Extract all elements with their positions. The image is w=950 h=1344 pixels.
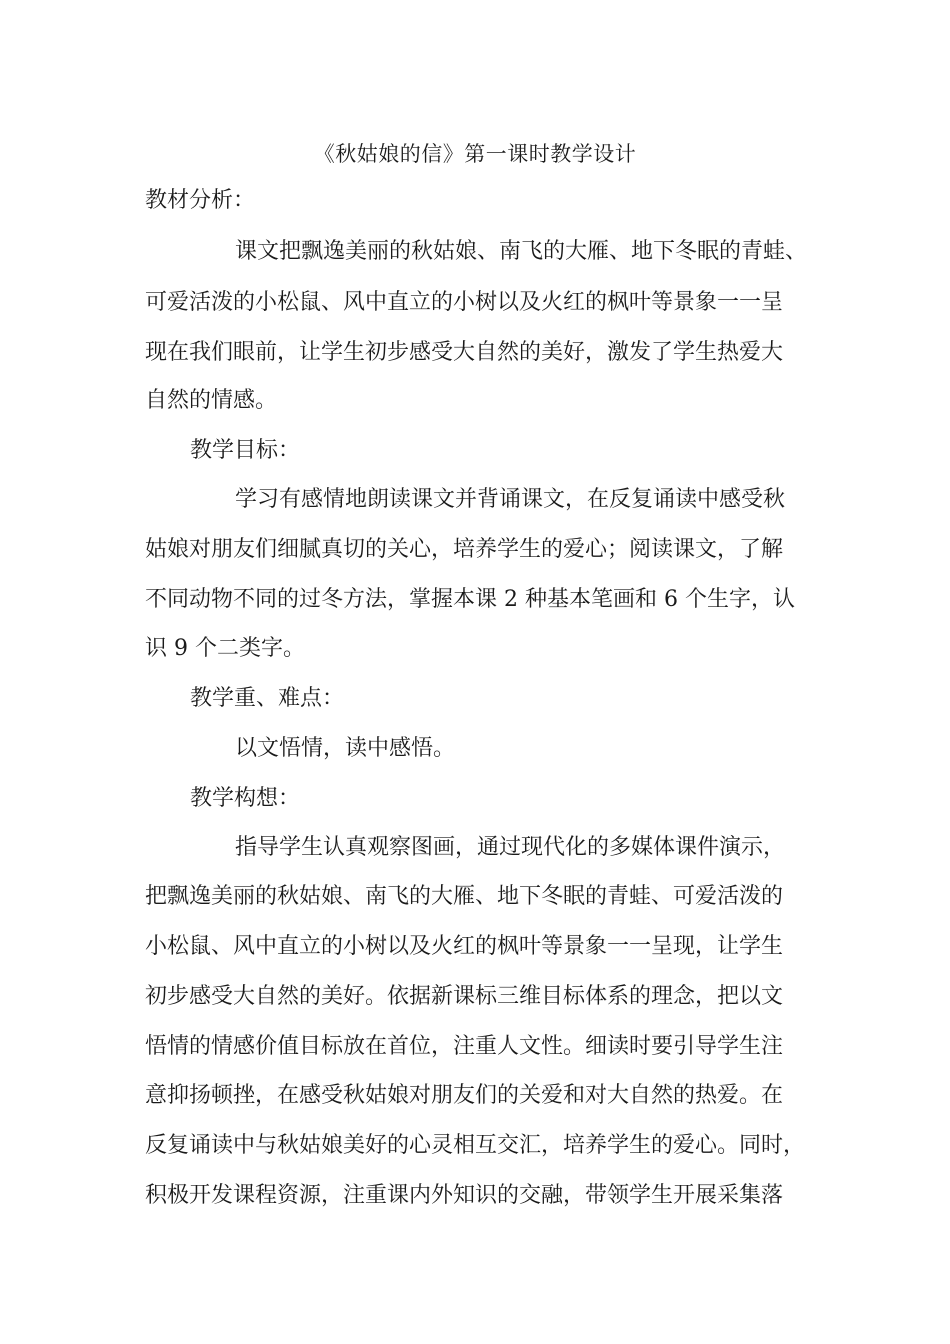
section-heading-key-points: 教学重、难点： <box>190 686 345 711</box>
document-title: 《秋姑娘的信》第一课时教学设计 <box>313 142 637 166</box>
paragraph-line: 小松鼠、风中直立的小树以及火红的枫叶等景象一一呈现，让学生 <box>145 934 784 959</box>
paragraph-line: 悟情的情感价值目标放在首位，注重人文性。细读时要引导学生注 <box>145 1034 784 1059</box>
paragraph-line: 课文把飘逸美丽的秋姑娘、南飞的大雁、地下冬眠的青蛙、 <box>235 239 808 264</box>
paragraph-line: 积极开发课程资源，注重课内外知识的交融，带领学生开展采集落 <box>145 1183 784 1208</box>
section-heading-goals: 教学目标： <box>190 438 301 463</box>
paragraph-line: 以文悟情，读中感悟。 <box>235 736 456 761</box>
paragraph-line: 可爱活泼的小松鼠、风中直立的小树以及火红的枫叶等景象一一呈 <box>145 290 784 315</box>
paragraph-line: 现在我们眼前，让学生初步感受大自然的美好，激发了学生热爱大 <box>145 340 784 365</box>
section-heading-analysis: 教材分析： <box>145 188 256 213</box>
paragraph-line: 姑娘对朋友们细腻真切的关心，培养学生的爱心；阅读课文，了解 <box>145 537 784 562</box>
paragraph-line: 识 9 个二类字。 <box>145 636 305 661</box>
paragraph-line: 初步感受大自然的美好。依据新课标三维目标体系的理念，把以文 <box>145 984 784 1009</box>
paragraph-line: 反复诵读中与秋姑娘美好的心灵相互交汇，培养学生的爱心。同时， <box>145 1133 806 1158</box>
section-heading-concept: 教学构想： <box>190 786 301 811</box>
paragraph-line: 意抑扬顿挫，在感受秋姑娘对朋友们的关爱和对大自然的热爱。在 <box>145 1083 784 1108</box>
paragraph-line: 自然的情感。 <box>145 388 278 413</box>
paragraph-line: 不同动物不同的过冬方法，掌握本课 2 种基本笔画和 6 个生字，认 <box>145 587 795 612</box>
paragraph-line: 指导学生认真观察图画，通过现代化的多媒体课件演示， <box>235 835 786 860</box>
paragraph-line: 学习有感情地朗读课文并背诵课文，在反复诵读中感受秋 <box>235 487 786 512</box>
paragraph-line: 把飘逸美丽的秋姑娘、南飞的大雁、地下冬眠的青蛙、可爱活泼的 <box>145 884 784 909</box>
